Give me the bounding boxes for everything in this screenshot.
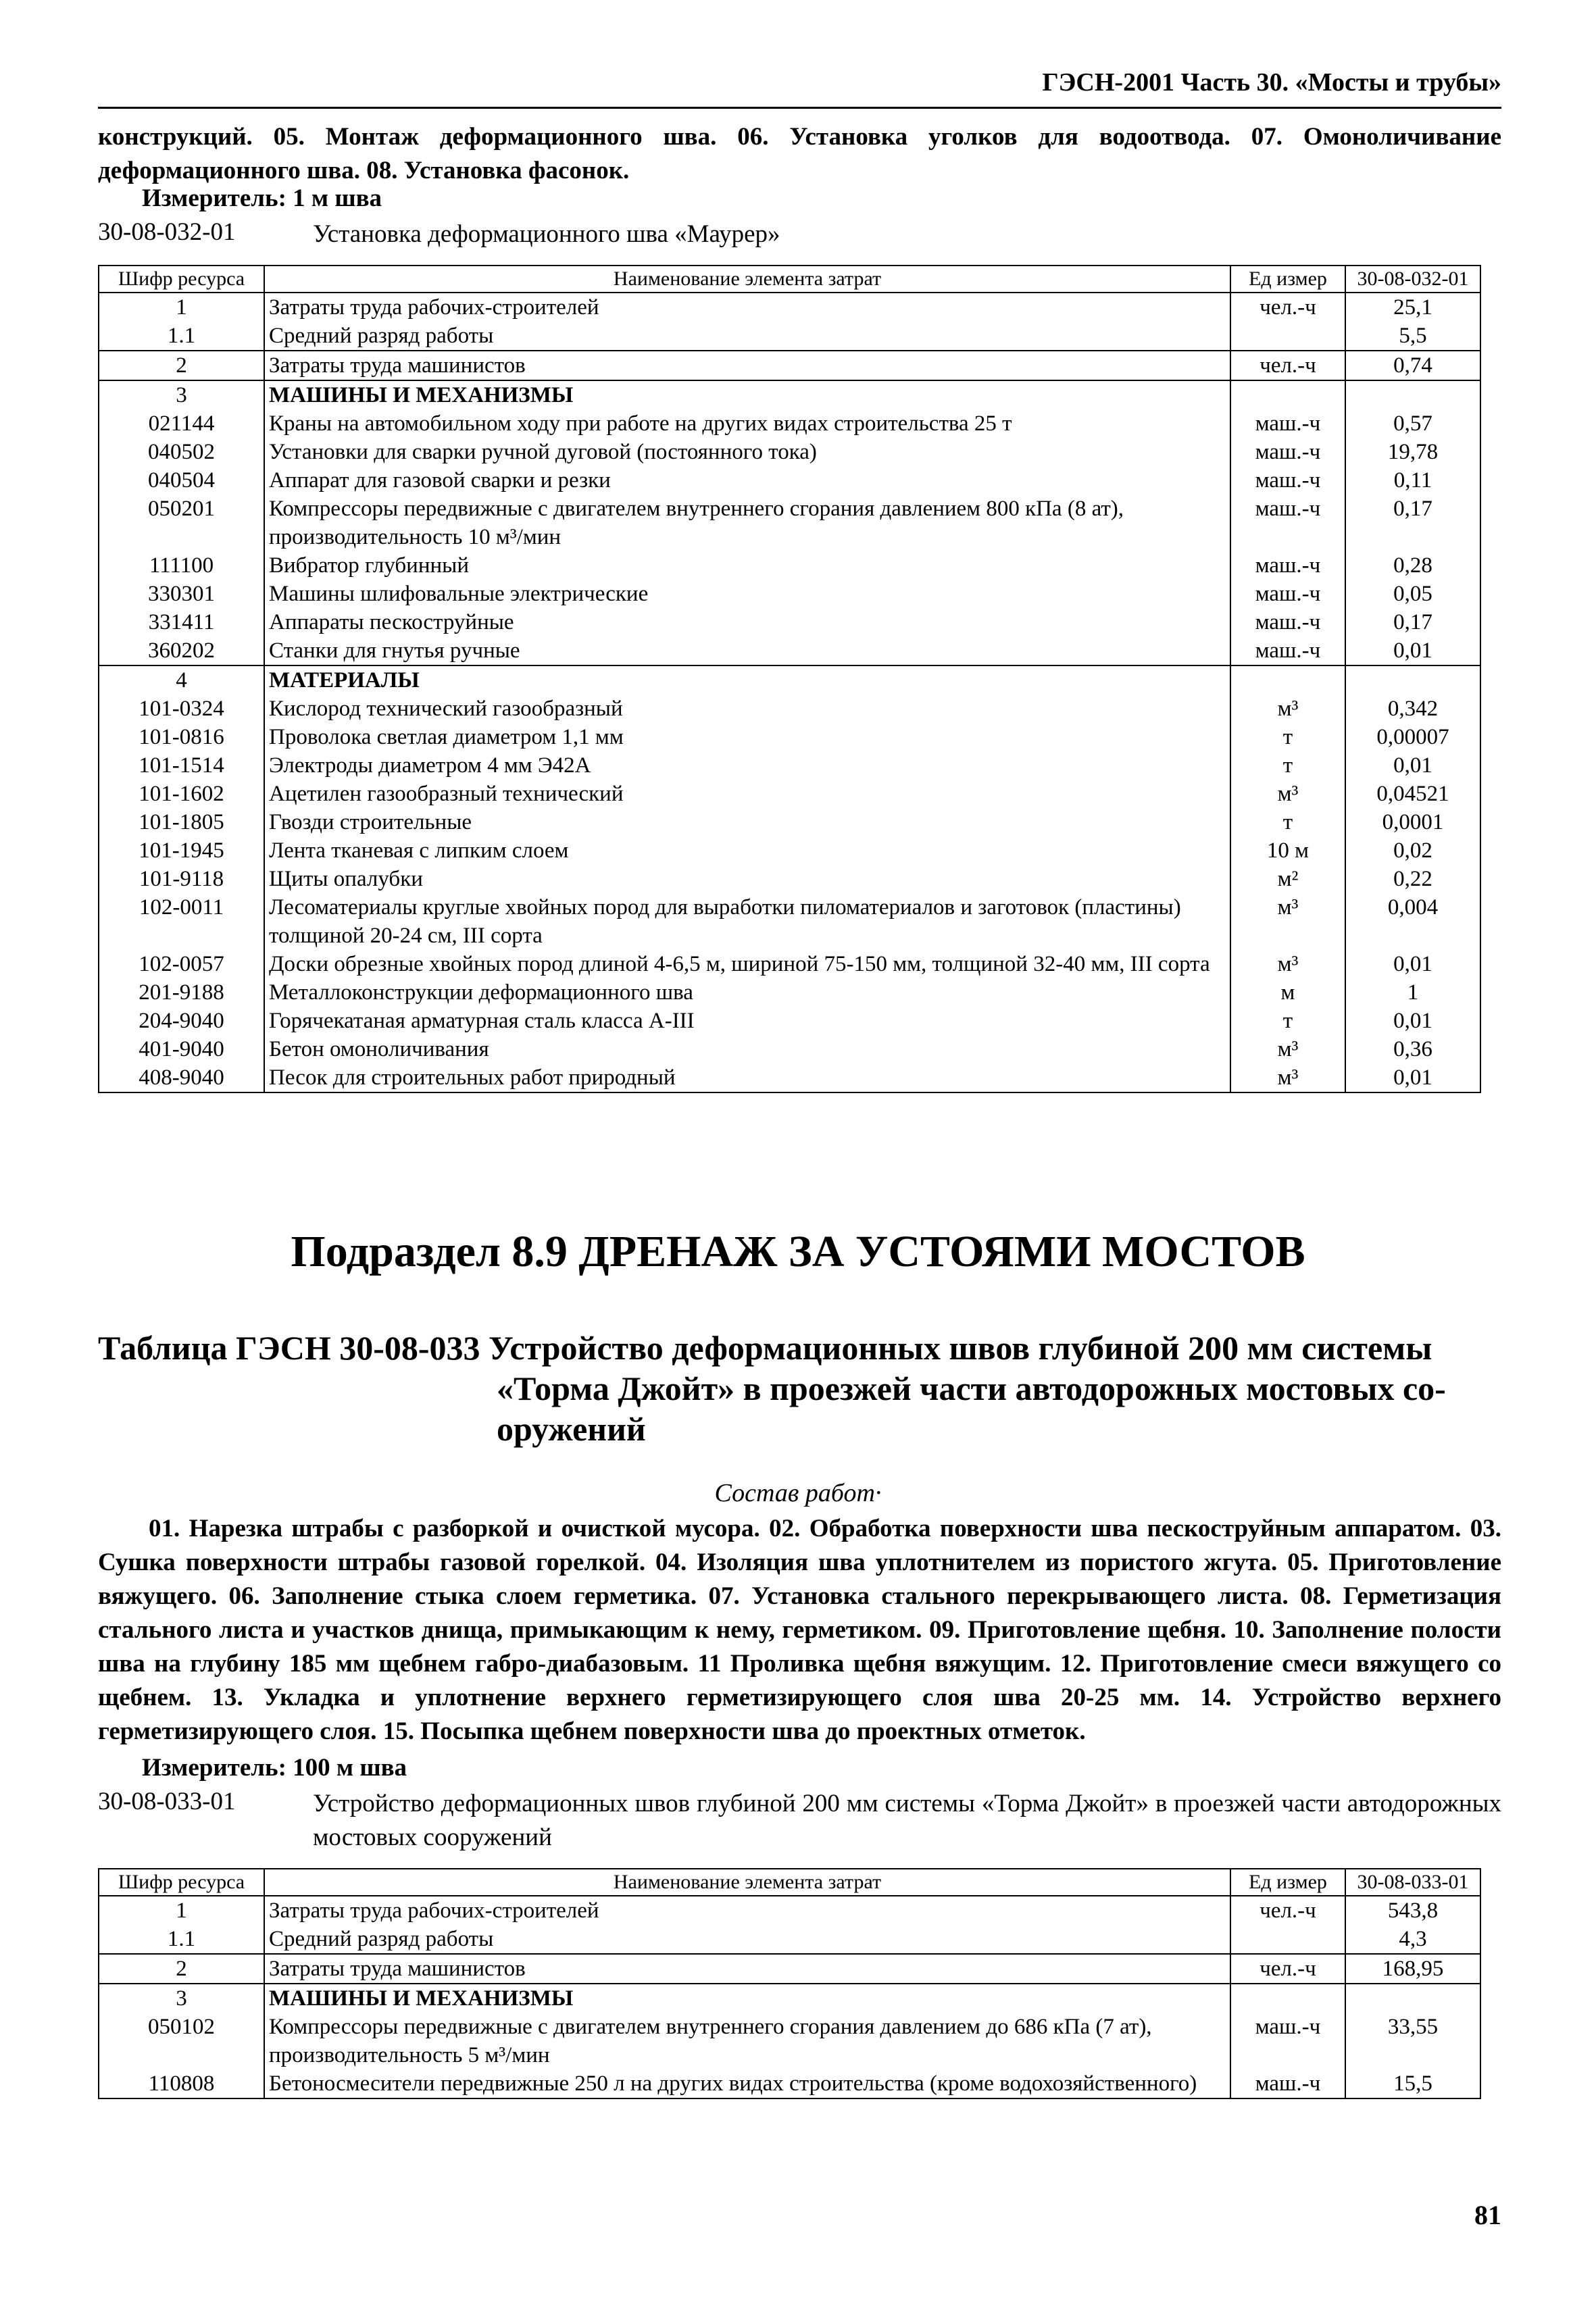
table-row: [99, 2013, 1480, 2069]
cell-name: МАШИНЫ И МЕХАНИЗМЫ: [264, 380, 1230, 409]
cell-name: Затраты труда рабочих-строителей: [264, 1896, 1230, 1925]
cell-value: 19,78: [1345, 438, 1480, 466]
cell-unit: маш.-ч: [1230, 438, 1345, 466]
cell-unit: [1230, 1925, 1345, 1954]
cell-unit: [1230, 322, 1345, 351]
cell-unit: м³: [1230, 780, 1345, 808]
table-row: [99, 836, 1480, 865]
cell-value: 25,1: [1345, 293, 1480, 322]
cell-code: 101-9118: [99, 865, 264, 893]
cell-unit: [1230, 1984, 1345, 2013]
norm-code-1: 30-08-032-01: [98, 218, 236, 246]
table-row: [99, 893, 1480, 950]
table-row: [99, 608, 1480, 636]
cell-name: Лесоматериалы круглые хвойных пород для выработки пиломатериалов и заготовок (пластины) толщиной 20-24 см, III сорта: [264, 893, 1230, 950]
norm-code-2: 30-08-033-01: [98, 1788, 236, 1815]
cell-code: 3: [99, 1984, 264, 2013]
cell-value: [1345, 665, 1480, 695]
cell-unit: [1230, 665, 1345, 695]
cell-name: Проволока светлая диаметром 1,1 мм: [264, 723, 1230, 751]
table-row: [99, 808, 1480, 836]
cell-unit: м³: [1230, 1063, 1345, 1092]
cell-value: 0,17: [1345, 608, 1480, 636]
cell-name: Щиты опалубки: [264, 865, 1230, 893]
cell-code: 021144: [99, 409, 264, 438]
table-row: [99, 865, 1480, 893]
cell-code: 101-1805: [99, 808, 264, 836]
running-header: ГЭСН-2001 Часть 30. «Мосты и трубы»: [98, 68, 1501, 109]
table-row: [99, 495, 1480, 551]
table-row: [99, 380, 1480, 409]
table-row: [99, 1954, 1480, 1984]
cell-unit: м³: [1230, 695, 1345, 723]
cell-value: 543,8: [1345, 1896, 1480, 1925]
cell-unit: чел.-ч: [1230, 1896, 1345, 1925]
cell-value: 0,05: [1345, 580, 1480, 608]
cell-code: 1.1: [99, 322, 264, 351]
cell-code: 1: [99, 1896, 264, 1925]
cell-value: 0,01: [1345, 751, 1480, 780]
cell-code: 040502: [99, 438, 264, 466]
table-row: [99, 322, 1480, 351]
cell-name: Песок для строительных работ природный: [264, 1063, 1230, 1092]
table-row: [99, 1063, 1480, 1092]
cell-unit: т: [1230, 1007, 1345, 1035]
resource-table-2: [98, 1868, 1481, 2099]
col-header-unit: Ед измер: [1230, 1869, 1345, 1896]
cell-name: Вибратор глубинный: [264, 551, 1230, 580]
cell-value: 0,22: [1345, 865, 1480, 893]
cell-name: Средний разряд работы: [264, 1925, 1230, 1954]
cell-name: Гвозди строительные: [264, 808, 1230, 836]
cell-unit: т: [1230, 723, 1345, 751]
table-row: [99, 751, 1480, 780]
cell-name: Горячекатаная арматурная сталь класса А-III: [264, 1007, 1230, 1035]
cell-name: Затраты труда машинистов: [264, 1954, 1230, 1984]
cell-name: Затраты труда рабочих-строителей: [264, 293, 1230, 322]
cell-code: 050102: [99, 2013, 264, 2069]
cell-unit: м: [1230, 978, 1345, 1007]
cell-name: Доски обрезные хвойных пород длиной 4-6,5 м, шириной 75-150 мм, толщиной 32-40 мм, III сорта: [264, 950, 1230, 978]
table-row: [99, 978, 1480, 1007]
table-row: [99, 695, 1480, 723]
cell-name: Аппарат для газовой сварки и резки: [264, 466, 1230, 495]
cell-unit: маш.-ч: [1230, 2069, 1345, 2098]
cell-unit: маш.-ч: [1230, 466, 1345, 495]
norm-title-2: Устройство деформационных швов глубиной 200 мм системы «Торма Джойт» в проезжей части автодорожных мостовых сооружений: [313, 1790, 1501, 1851]
cell-code: 050201: [99, 495, 264, 551]
cell-value: 0,0001: [1345, 808, 1480, 836]
col-header-norm: 30-08-033-01: [1345, 1869, 1480, 1896]
cell-value: [1345, 1984, 1480, 2013]
cell-code: 110808: [99, 2069, 264, 2098]
table-row: [99, 466, 1480, 495]
cell-unit: чел.-ч: [1230, 1954, 1345, 1984]
table-row: [99, 1035, 1480, 1063]
cell-name: МАШИНЫ И МЕХАНИЗМЫ: [264, 1984, 1230, 2013]
intro-text: конструкций. 05. Монтаж деформационного шва. 06. Установка уголков для водоотвода. 07. Омоноличивание деформационного шва. 08. Установка фасонок.: [98, 123, 1501, 184]
cell-value: 5,5: [1345, 322, 1480, 351]
cell-value: 0,02: [1345, 836, 1480, 865]
cell-code: 360202: [99, 636, 264, 665]
table-row: [99, 409, 1480, 438]
cell-unit: т: [1230, 808, 1345, 836]
cell-value: 0,57: [1345, 409, 1480, 438]
table-row: [99, 950, 1480, 978]
cell-value: 33,55: [1345, 2013, 1480, 2069]
cell-value: 0,00007: [1345, 723, 1480, 751]
cell-value: 0,04521: [1345, 780, 1480, 808]
col-header-norm: 30-08-032-01: [1345, 266, 1480, 293]
cell-value: 0,17: [1345, 495, 1480, 551]
cell-name: Бетон омоноличивания: [264, 1035, 1230, 1063]
table-row: [99, 665, 1480, 695]
col-header-unit: Ед измер: [1230, 266, 1345, 293]
cell-code: 4: [99, 665, 264, 695]
cell-code: 1.1: [99, 1925, 264, 1954]
cell-value: 0,01: [1345, 636, 1480, 665]
table-row: [99, 1007, 1480, 1035]
cell-name: Затраты труда машинистов: [264, 351, 1230, 380]
norm-title-1: Установка деформационного шва «Маурер»: [313, 220, 780, 248]
table-row: [99, 1984, 1480, 2013]
cell-name: Компрессоры передвижные с двигателем внутреннего сгорания давлением до 686 кПа (7 ат), производительность 5 м³/мин: [264, 2013, 1230, 2069]
cell-name: Краны на автомобильном ходу при работе на других видах строительства 25 т: [264, 409, 1230, 438]
cell-unit: [1230, 380, 1345, 409]
cell-name: Ацетилен газообразный технический: [264, 780, 1230, 808]
table-title: Таблица ГЭСН 30-08-033 Устройство деформационных швов глубиной 200 мм системы «Торма Джойт» в проезжей части автодорожных мостовых со- оружений: [98, 1329, 1446, 1448]
cell-code: 040504: [99, 466, 264, 495]
works-heading: Состав работ·: [714, 1479, 882, 1507]
cell-unit: маш.-ч: [1230, 2013, 1345, 2069]
cell-value: 168,95: [1345, 1954, 1480, 1984]
cell-name: Установки для сварки ручной дуговой (постоянного тока): [264, 438, 1230, 466]
cell-unit: чел.-ч: [1230, 293, 1345, 322]
cell-value: 0,01: [1345, 950, 1480, 978]
cell-name: Кислород технический газообразный: [264, 695, 1230, 723]
cell-code: 101-1602: [99, 780, 264, 808]
cell-name: Аппараты пескоструйные: [264, 608, 1230, 636]
cell-unit: маш.-ч: [1230, 551, 1345, 580]
table-row: [99, 780, 1480, 808]
cell-unit: м²: [1230, 865, 1345, 893]
table-row: [99, 293, 1480, 322]
measure-unit-1: Измеритель: 1 м шва: [142, 184, 382, 212]
cell-code: 101-0324: [99, 695, 264, 723]
cell-unit: м³: [1230, 1035, 1345, 1063]
cell-name: Компрессоры передвижные с двигателем внутреннего сгорания давлением 800 кПа (8 ат), производительность 10 м³/мин: [264, 495, 1230, 551]
cell-unit: маш.-ч: [1230, 580, 1345, 608]
cell-name: Лента тканевая с липким слоем: [264, 836, 1230, 865]
cell-name: МАТЕРИАЛЫ: [264, 665, 1230, 695]
cell-code: 1: [99, 293, 264, 322]
cell-value: 0,11: [1345, 466, 1480, 495]
cell-value: 0,74: [1345, 351, 1480, 380]
table-row: [99, 2069, 1480, 2098]
cell-code: 401-9040: [99, 1035, 264, 1063]
cell-value: 1: [1345, 978, 1480, 1007]
cell-code: 330301: [99, 580, 264, 608]
cell-name: Электроды диаметром 4 мм Э42А: [264, 751, 1230, 780]
table-row: [99, 1925, 1480, 1954]
cell-name: Станки для гнутья ручные: [264, 636, 1230, 665]
table-row: [99, 636, 1480, 665]
table-row: [99, 551, 1480, 580]
cell-value: 0,28: [1345, 551, 1480, 580]
cell-value: 0,01: [1345, 1063, 1480, 1092]
works-text: 01. Нарезка штрабы с разборкой и очисткой мусора. 02. Обработка поверхности шва пескоструйным аппаратом. 03. Сушка поверхности штрабы газовой горелкой. 04. Изоляция шва уплотнителем из пористого жгута. 05. Приготовление вяжущего. 06. Заполнение стыка слоем герметика. 07. Установка стального перекрывающего листа. 08. Герметизация стального листа и участков днища, примыкающим к нему, герметиком. 09. Приготовление щебня. 10. Заполнение полости шва на глубину 185 мм щебнем габро-диабазовым. 11 Проливка щебня вяжущим. 12. Приготовление смеси вяжущего со щебнем. 13. Укладка и уплотнение верхнего герметизирующего слоя шва 20-25 мм. 14. Устройство верхнего герметизирующего слоя. 15. Посыпка щебнем поверхности шва до проектных отметок.: [98, 1515, 1501, 1745]
cell-value: 0,36: [1345, 1035, 1480, 1063]
cell-code: 102-0057: [99, 950, 264, 978]
col-header-name: Наименование элемента затрат: [264, 1869, 1230, 1896]
cell-code: 101-0816: [99, 723, 264, 751]
cell-unit: маш.-ч: [1230, 409, 1345, 438]
cell-unit: чел.-ч: [1230, 351, 1345, 380]
cell-value: 4,3: [1345, 1925, 1480, 1954]
cell-unit: м³: [1230, 893, 1345, 950]
cell-unit: м³: [1230, 950, 1345, 978]
measure-unit-2: Измеритель: 100 м шва: [142, 1754, 407, 1782]
cell-unit: маш.-ч: [1230, 608, 1345, 636]
cell-value: 0,01: [1345, 1007, 1480, 1035]
resource-table-1: [98, 265, 1481, 1093]
cell-code: 331411: [99, 608, 264, 636]
cell-code: 102-0011: [99, 893, 264, 950]
cell-code: 3: [99, 380, 264, 409]
cell-code: 204-9040: [99, 1007, 264, 1035]
cell-unit: т: [1230, 751, 1345, 780]
col-header-shifr: Шифр ресурса: [99, 266, 264, 293]
cell-unit: 10 м: [1230, 836, 1345, 865]
cell-name: Средний разряд работы: [264, 322, 1230, 351]
table-row: [99, 351, 1480, 380]
cell-value: 0,004: [1345, 893, 1480, 950]
cell-code: 201-9188: [99, 978, 264, 1007]
cell-name: Бетоносмесители передвижные 250 л на других видах строительства (кроме водохозяйственного): [264, 2069, 1230, 2098]
cell-value: 15,5: [1345, 2069, 1480, 2098]
cell-code: 101-1514: [99, 751, 264, 780]
cell-unit: маш.-ч: [1230, 636, 1345, 665]
table-row: [99, 1896, 1480, 1925]
cell-code: 111100: [99, 551, 264, 580]
col-header-name: Наименование элемента затрат: [264, 266, 1230, 293]
col-header-shifr: Шифр ресурса: [99, 1869, 264, 1896]
cell-code: 408-9040: [99, 1063, 264, 1092]
cell-value: [1345, 380, 1480, 409]
cell-code: 2: [99, 351, 264, 380]
table-row: [99, 580, 1480, 608]
table-row: [99, 438, 1480, 466]
cell-code: 2: [99, 1954, 264, 1984]
cell-name: Машины шлифовальные электрические: [264, 580, 1230, 608]
cell-value: 0,342: [1345, 695, 1480, 723]
table-row: [99, 723, 1480, 751]
cell-unit: маш.-ч: [1230, 495, 1345, 551]
subsection-title: Подраздел 8.9 ДРЕНАЖ ЗА УСТОЯМИ МОСТОВ: [291, 1227, 1305, 1276]
cell-name: Металлоконструкции деформационного шва: [264, 978, 1230, 1007]
page-number: 81: [1474, 2200, 1501, 2230]
cell-code: 101-1945: [99, 836, 264, 865]
